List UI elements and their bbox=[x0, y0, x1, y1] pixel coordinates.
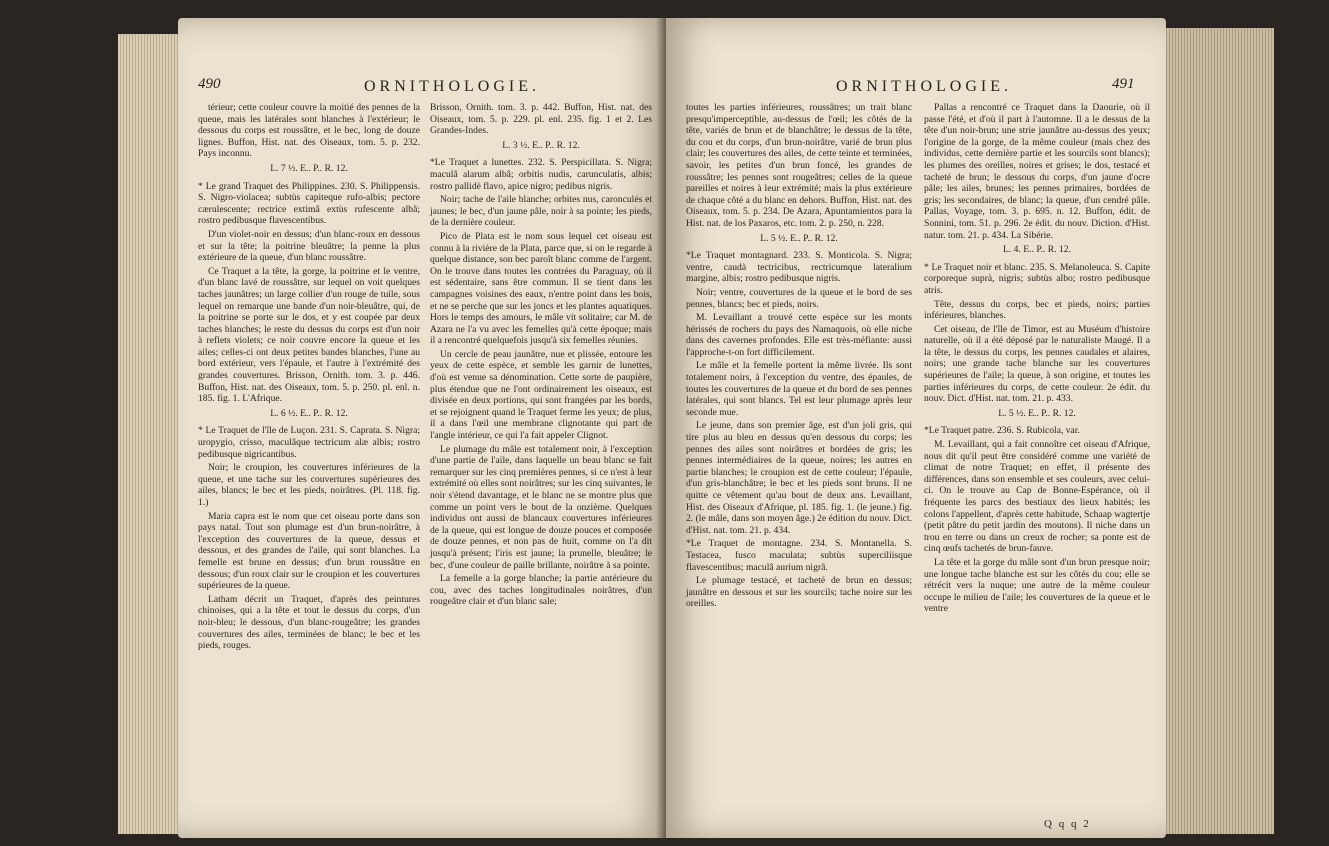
species-entry-heading: *Le Traquet a lunettes. 232. S. Perspicillata. S. Nigra; maculâ alarum albâ; orbitis nudis, carunculatis, albis; rostro pallidè flavo, apice nigro; pedibus nigris. bbox=[430, 157, 652, 192]
species-entry-heading: *Le Traquet patre. 236. S. Rubicola, var. bbox=[924, 425, 1080, 437]
species-entry-heading: *Le Traquet de montagne. 234. S. Montanella. S. Testacea, fusco maculata; subtùs superciliisque flavescentibus; maculâ aurium nigrâ. bbox=[686, 538, 912, 573]
paragraph: Tête, dessus du corps, bec et pieds, noirs; parties inférieures, blanches. bbox=[924, 298, 1150, 322]
right-page bbox=[666, 18, 1166, 838]
right-page-edges bbox=[1164, 28, 1274, 834]
running-head: ORNITHOLOGIE. bbox=[836, 78, 1012, 95]
signature-mark: Q q q 2 bbox=[1044, 818, 1091, 830]
species-entry-heading: * Le Traquet de l'île de Luçon. 231. S. Caprata. S. Nigra; uropygio, crisso, maculâque tectricum alæ albis; rostro pedibusque nigricantibus. bbox=[198, 425, 420, 460]
measurements-line: L. 5 ½. E.. P.. R. 12. bbox=[998, 407, 1076, 419]
paragraph: térieur; cette couleur couvre la moitié des pennes de la queue, mais les latérales sont blanches à l'extérieur; le dessous du corps est roussâtre, et le bec, long de douze lignes. Buffon, Hist. nat. des Oiseaux, tom. 5. p. 232. Pays inconnu. bbox=[198, 102, 420, 160]
paragraph: M. Levaillant, qui a fait connoître cet oiseau d'Afrique, nous dit qu'il peut être considéré comme une variété de climat de notre Traquet; en effet, il présente des différences, dans son ensemble et ses couleurs, avec celui-ci. On le trouve au Cap de Bonne-Espérance, où il fréquente les parcs des bestiaux des lieux habités; les colons l'appellent, d'après cette habitude, Schaap wagtertje (petit pâtre du petit jardin des moutons). Il niche dans un trou en terre ou dans un creux de rocher; sa ponte est de cinq œufs tachetés de brun-fauve. bbox=[924, 439, 1150, 555]
species-entry-heading: * Le grand Traquet des Philippines. 230. S. Philippensis. S. Nigro-violacea; subtùs capiteque rufo-albis; pectore cærulescente; rectrice extimâ extùs rufescente albâ; rostro pedibusque flavescentibus. bbox=[198, 180, 420, 227]
paragraph: toutes les parties inférieures, roussâtres; un trait blanc presqu'imperceptible, au-dessus de l'œil; les côtés de la tête, variés de brun et de blanchâtre; le dessus de la tête, du cou et du corps, d'un brun-noirâtre, varié de brun plus clair; les couvertures des ailes, de cette teinte et terminées, savoir, les petites d'un brun foncé, les grandes de roussâtre; les pennes sont rougeâtres; celles de la queue pareilles et noires à leur extrémité; mais la plus extérieure de chaque côté a du blanc en dehors. Buffon, Hist. nat. des Oiseaux, tom. 5. p. 234. De Azara, Apuntamientos para la Hist. nat. de los Paxaros, etc. tom. 2. p. 250, n. 228. bbox=[686, 102, 912, 229]
paragraph: Maria capra est le nom que cet oiseau porte dans son pays natal. Tout son plumage est d'un brun-noirâtre, à l'exception des couvertures de la queue, dessus et dessous, et des grandes de l'aile, qui sont blanches. La femelle est brune en dessus; d'un brun roussâtre en dessous; d'un roux clair sur le croupion et les couvertures supérieures de la queue. bbox=[198, 510, 420, 592]
page-number: 491 bbox=[1112, 76, 1135, 92]
paragraph: Latham décrit un Traquet, d'après des peintures chinoises, qui a la tête et tout le dessus du corps, d'un noir-bleu; le dessous, d'un blanc-rougeâtre; les grandes couvertures des ailes, terminées de blanc; le bec et les pieds, rouges. bbox=[198, 593, 420, 652]
left-page-edges bbox=[118, 34, 180, 834]
paragraph: Ce Traquet a la tête, la gorge, la poitrine et le ventre, d'un blanc lavé de roussâtre, sur lequel on voit quelques taches jaunâtres; un large collier d'un rouge de tuile, sous lequel on remarque une bande d'un noir-bleuâtre, qui, de la poitrine se porte sur le dos, et y est coupée par deux taches blanches; le reste du dessus du corps est d'un noir à reflets violets; ce noir couvre encore la queue et les ailes; celles-ci ont deux petites bandes blanches, l'une au bord extérieur, vers l'épaule, et l'autre à l'extrémité des grandes couvertures. Brisson, Ornith. tom. 3. p. 446. Buffon, Hist. nat. des Oiseaux, tom. 5. p. 250. pl. enl. n. 185. fig. 1. L'Afrique. bbox=[198, 265, 420, 405]
paragraph: Le plumage testacé, et tacheté de brun en dessus; jaunâtre en dessous et sur les sourcils; tache noire sur les oreilles. bbox=[686, 575, 912, 610]
text-column-right-2 bbox=[924, 102, 1150, 617]
paragraph: Noir; le croupion, les couvertures inférieures de la queue, et une tache sur les couvertures supérieures des ailes, blancs; le bec et les pieds, noirâtres. (Pl. 118. fig. 1.) bbox=[198, 462, 420, 508]
paragraph: La tête et la gorge du mâle sont d'un brun presque noir; une longue tache blanche est sur les côtés du cou; elle se rétrécit vers la nuque; une autre de la même couleur occupe le milieu de l'aile; les couvertures de la queue et le ventre bbox=[924, 556, 1150, 615]
species-entry-heading: *Le Traquet montagnard. 233. S. Monticola. S. Nigra; ventre, caudà tectricibus, rectricumque lateralium margine, albis; rostro pedibusque nigris. bbox=[686, 250, 912, 285]
paragraph: Cet oiseau, de l'île de Timor, est au Muséum d'histoire naturelle, où il a été déposé par le naturaliste Maugé. Il a la tête, le dessus du corps, les pennes caudales et alaires, noirs; une grande tache blanche sur les couvertures supérieures de l'aile; la queue, à son origine, et toutes les parties inférieures du corps, de cette couleur. 2e édit. du nouv. Dict. d'Hist. nat. tom. 21. p. 433. bbox=[924, 323, 1150, 405]
species-entry-heading: * Le Traquet noir et blanc. 235. S. Melanoleuca. S. Capite corporeque suprà, nigris; subtùs albo; rostro pedibusque atris. bbox=[924, 261, 1150, 296]
text-column-left-1 bbox=[198, 102, 420, 654]
running-head: ORNITHOLOGIE. bbox=[364, 78, 540, 95]
paragraph: Brisson, Ornith. tom. 3. p. 442. Buffon, Hist. nat. des Oiseaux, tom. 5. p. 229. pl. enl. 235. fig. 1 et 2. Les Grandes-Indes. bbox=[430, 102, 652, 137]
page-number: 490 bbox=[198, 76, 221, 92]
paragraph: La femelle a la gorge blanche; la partie antérieure du cou, avec des taches longitudinales noirâtres, d'un rougeâtre clair et d'un blanc sale; bbox=[430, 573, 652, 608]
measurements-line: L. 7 ½. E.. P.. R. 12. bbox=[270, 162, 348, 174]
paragraph: Pico de Plata est le nom sous lequel cet oiseau est connu à la rivière de la Plata, parce que, si on le regarde à quelque distance, son bec paroît blanc comme de l'argent. On le trouve dans toutes les contrées du Paraguay, où il est sédentaire, sans être commun. Il se tient dans les campagnes voisines des eaux, n'entre point dans les bois, et ne se perche que sur les joncs et les plantes aquatiques. Hors le temps des amours, le mâle vit solitaire; car M. de Azara ne l'a vu avec les femelles qu'à cette époque; mais il a rencontré quelquefois jusqu'à six femelles réunies. bbox=[430, 230, 652, 347]
measurements-line: L. 3 ½. E.. P.. R. 12. bbox=[502, 139, 580, 151]
text-column-right-1 bbox=[686, 102, 912, 612]
paragraph: Pallas a rencontré ce Traquet dans la Daourie, où il passe l'été, et d'où il part à l'automne. Il a le dessus de la tête d'un noir-brun; une strie jaunâtre au-dessus des yeux; l'origine de la gorge, de la même couleur (mais chez des individus, cette dernière partie et les sourcils sont blancs); les plumes des oreilles, noires et grises; le dos, testacé et tacheté de brun; le dessous du corps, d'un jaune d'ocre pâle; les ailes, brunes; les pennes primaires, bordées de gris; les secondaires, de blanc; la queue, d'un cendré pâle. Pallas, Voyage, tom. 3. p. 695. n. 12. Buffon, édit. de Sonnini, tom. 51. p. 296. 2e édit. du nouv. Diction. d'Hist. natur. tom. 21. p. 434. La Sibérie. bbox=[924, 102, 1150, 241]
left-page bbox=[178, 18, 666, 838]
paragraph: Le jeune, dans son premier âge, est d'un joli gris, qui tire plus au bleu en dessus qu'en dessous du corps; les pennes des ailes sont noirâtres et bordées de gris; les pennes intermédiaires de la queue, noires; les autres en partie blanches; le croupion est de cette couleur; l'épaule, d'un gris-blanchâtre; le bec et les pieds sont bruns. Il ne quitte ce vêtement qu'au bout de deux ans. Levaillant, Hist. des Oiseaux d'Afrique, pl. 185. fig. 1. (le jeune.) fig. 2. (le mâle, dans son moyen âge.) 2e édition du nouv. Dict. d'Hist. nat. tom. 21. p. 434. bbox=[686, 420, 912, 536]
measurements-line: L. 6 ½. E.. P.. R. 12. bbox=[270, 407, 348, 419]
paragraph: Le mâle et la femelle portent la même livrée. Ils sont totalement noirs, à l'exception du ventre, des épaules, de toutes les couvertures de la queue et du bord de ses pennes latérales, qui sont blancs. Tel est leur plumage après leur seconde mue. bbox=[686, 360, 912, 418]
paragraph: D'un violet-noir en dessus; d'un blanc-roux en dessous et sur la tête; la poitrine bleuâtre; la penne la plus extérieure de la queue, d'un blanc roussâtre. bbox=[198, 228, 420, 264]
measurements-line: L. 5 ½. E.. P.. R. 12. bbox=[760, 232, 838, 244]
text-column-left-2 bbox=[430, 102, 652, 610]
paragraph: Noir; tache de l'aile blanche; orbites nus, caronculés et jaunes; le bec, d'un jaune pâle, noir à sa pointe; les pieds, de la dernière couleur. bbox=[430, 194, 652, 229]
paragraph: M. Levaillant a trouvé cette espèce sur les monts hérissés de rochers du pays des Namaquois, où elle niche dans des cavernes profondes. Elle est très-méfiante: aussi l'approche-t-on fort difficilement. bbox=[686, 312, 912, 358]
paragraph: Noir; ventre, couvertures de la queue et le bord de ses pennes, blancs; bec et pieds, noirs. bbox=[686, 286, 912, 310]
paragraph: Le plumage du mâle est totalement noir, à l'exception d'une partie de l'aile, dans laquelle un beau blanc se fait remarquer sur les cinq premières pennes, si ce n'est à leur extrémité où elles sont noirâtres; sur les cinq suivantes, le noir s'étend davantage, et le blanc ne se montre plus que comme un point vers le bout de la onzième. Quelques individus ont aussi de blancaux couvertures inférieures de la queue, qui est longue de douze pouces et composée de douze pennes, et non pas de huit, comme on l'a dit jusqu'à présent; l'iris est jaune; la prunelle, bleuâtre; le bec, d'une couleur de paille brillante, noirâtre à sa pointe. bbox=[430, 443, 652, 571]
paragraph: Un cercle de peau jaunâtre, nue et plissée, entoure les yeux de cette espèce, et semble les garnir de lunettes, d'où est venue sa dénomination. Cette sorte de paupière, plus étendue que ne l'ont ordinairement les oiseaux, est divisée en deux portions, qui sont frangées par les bords, et se rejoignent quand le Traquet ferme les yeux; de plus, il a dans l'œil une membrane clignotante qui part de l'angle intérieur, ce qui l'a fait appeler Clignot. bbox=[430, 348, 652, 442]
measurements-line: L. 4. E.. P.. R. 12. bbox=[1003, 244, 1071, 256]
